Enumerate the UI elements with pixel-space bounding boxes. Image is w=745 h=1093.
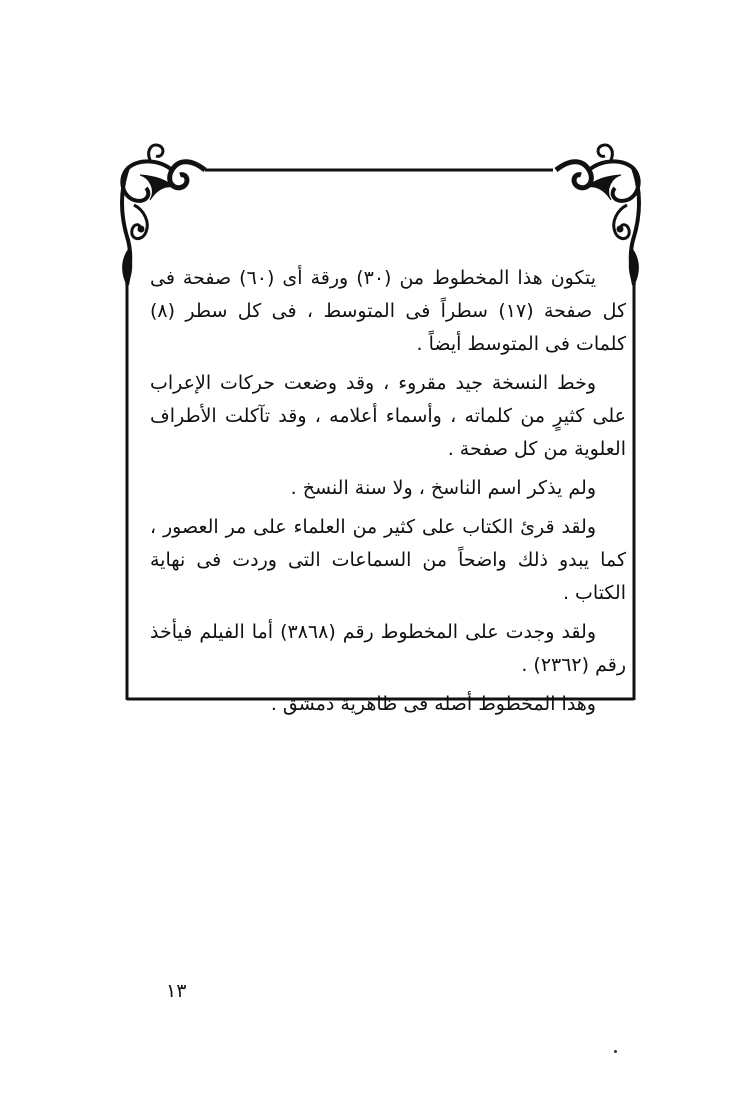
paragraph-text: وخط النسخة جيد مقروء ، وقد وضعت حركات الإعراب على كثيرٍ من كلماته ، وأسماء أعلامه ، وقد تآكلت الأطراف العلوية من كل صفحة . (150, 372, 626, 460)
paragraph-manuscript-size (150, 262, 626, 361)
paragraph-origin (150, 688, 626, 721)
page-number: ١٣ (166, 980, 187, 1002)
paragraph-text: ولم يذكر اسم الناسخ ، ولا سنة النسخ . (290, 477, 596, 499)
paragraph-handwriting (150, 367, 626, 466)
paragraph-copyist (150, 472, 626, 505)
paragraph-text: ولقد وجدت على المخطوط رقم (٣٨٦٨) أما الفيلم فيأخذ رقم (٢٣٦٢) . (150, 621, 626, 676)
paragraph-text: وهذا المخطوط أصله فى ظاهرية دمشق . (270, 693, 596, 715)
paragraph-manuscript-number (150, 616, 626, 682)
scan-speck (614, 1050, 617, 1053)
paragraph-text: يتكون هذا المخطوط من (٣٠) ورقة أى (٦٠) صفحة فى كل صفحة (١٧) سطراً فى المتوسط ، فى كل سطر (٨) كلمات فى المتوسط أيضاً . (150, 267, 626, 355)
paragraph-text: ولقد قرئ الكتاب على كثير من العلماء على مر العصور ، كما يبدو ذلك واضحاً من السماعات التى وردت فى نهاية الكتاب . (150, 516, 626, 604)
body-text (150, 262, 626, 721)
paragraph-readings (150, 511, 626, 610)
